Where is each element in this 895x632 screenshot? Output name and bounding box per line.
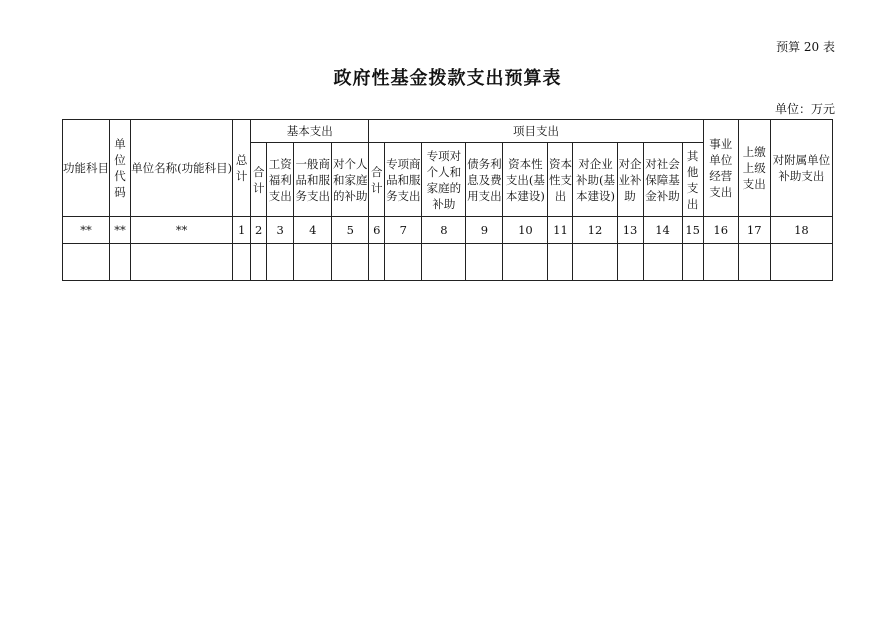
cell-col-15: 15 (682, 217, 703, 244)
unit-label: 单位：万元 (774, 102, 835, 116)
header-basic-goods: 一般商品和服务支出 (294, 143, 332, 217)
header-business-op: 事业单位经营支出 (703, 120, 738, 217)
empty-data-row (63, 244, 833, 281)
empty-cell (110, 244, 131, 281)
header-unit-name: 单位名称(功能科目) (131, 120, 233, 217)
cell-col-9: 9 (466, 217, 503, 244)
form-number: 预算 20 表 (776, 40, 835, 54)
empty-cell (267, 244, 294, 281)
header-project-capital: 资本性支出 (548, 143, 573, 217)
cell-col-11: 11 (548, 217, 573, 244)
empty-cell (131, 244, 233, 281)
page-title: 政府性基金拨款支出预算表 (333, 68, 562, 89)
empty-cell (251, 244, 267, 281)
cell-unit-name: ** (131, 217, 233, 244)
empty-cell (643, 244, 682, 281)
cell-col-12: 12 (573, 217, 617, 244)
header-unit-code: 单位代码 (110, 120, 131, 217)
header-project-social-security: 对社会保障基金补助 (643, 143, 682, 217)
cell-col-1: 1 (233, 217, 251, 244)
header-to-affiliates: 对附属单位补助支出 (770, 120, 832, 217)
empty-cell (703, 244, 738, 281)
cell-col-14: 14 (643, 217, 682, 244)
cell-col-13: 13 (617, 217, 643, 244)
empty-cell (332, 244, 369, 281)
cell-col-7: 7 (385, 217, 422, 244)
empty-cell (233, 244, 251, 281)
empty-cell (738, 244, 770, 281)
header-basic-individual: 对个人和家庭的补助 (332, 143, 369, 217)
index-row (63, 217, 833, 244)
header-basic-salary: 工资福利支出 (267, 143, 294, 217)
cell-col-10: 10 (503, 217, 548, 244)
header-basic-group: 基本支出 (251, 120, 369, 143)
header-project-enterprise: 对企业补助 (617, 143, 643, 217)
empty-cell (422, 244, 466, 281)
empty-cell (682, 244, 703, 281)
empty-cell (503, 244, 548, 281)
header-project-capital-construction: 资本性支出(基本建设) (503, 143, 548, 217)
empty-cell (573, 244, 617, 281)
cell-col-2: 2 (251, 217, 267, 244)
cell-col-16: 16 (703, 217, 738, 244)
header-project-goods: 专项商品和服务支出 (385, 143, 422, 217)
cell-unit-code: ** (110, 217, 131, 244)
empty-cell (385, 244, 422, 281)
header-basic-subtotal: 合计 (251, 143, 267, 217)
empty-cell (294, 244, 332, 281)
header-project-enterprise-construction: 对企业补助(基本建设) (573, 143, 617, 217)
header-project-individual: 专项对个人和家庭的补助 (422, 143, 466, 217)
empty-cell (770, 244, 832, 281)
header-project-group: 项目支出 (369, 120, 703, 143)
cell-col-18: 18 (770, 217, 832, 244)
header-to-superior: 上缴上级支出 (738, 120, 770, 217)
cell-col-6: 6 (369, 217, 385, 244)
empty-cell (617, 244, 643, 281)
header-row-1 (63, 120, 833, 143)
cell-col-4: 4 (294, 217, 332, 244)
header-project-debt: 债务利息及费用支出 (466, 143, 503, 217)
cell-func-subject: ** (63, 217, 110, 244)
cell-col-8: 8 (422, 217, 466, 244)
budget-table (62, 119, 833, 281)
header-project-other: 其他支出 (682, 143, 703, 217)
empty-cell (548, 244, 573, 281)
cell-col-17: 17 (738, 217, 770, 244)
cell-col-3: 3 (267, 217, 294, 244)
cell-col-5: 5 (332, 217, 369, 244)
header-project-subtotal: 合计 (369, 143, 385, 217)
empty-cell (466, 244, 503, 281)
header-func-subject: 功能科目 (63, 120, 110, 217)
empty-cell (63, 244, 110, 281)
empty-cell (369, 244, 385, 281)
header-total: 总计 (233, 120, 251, 217)
